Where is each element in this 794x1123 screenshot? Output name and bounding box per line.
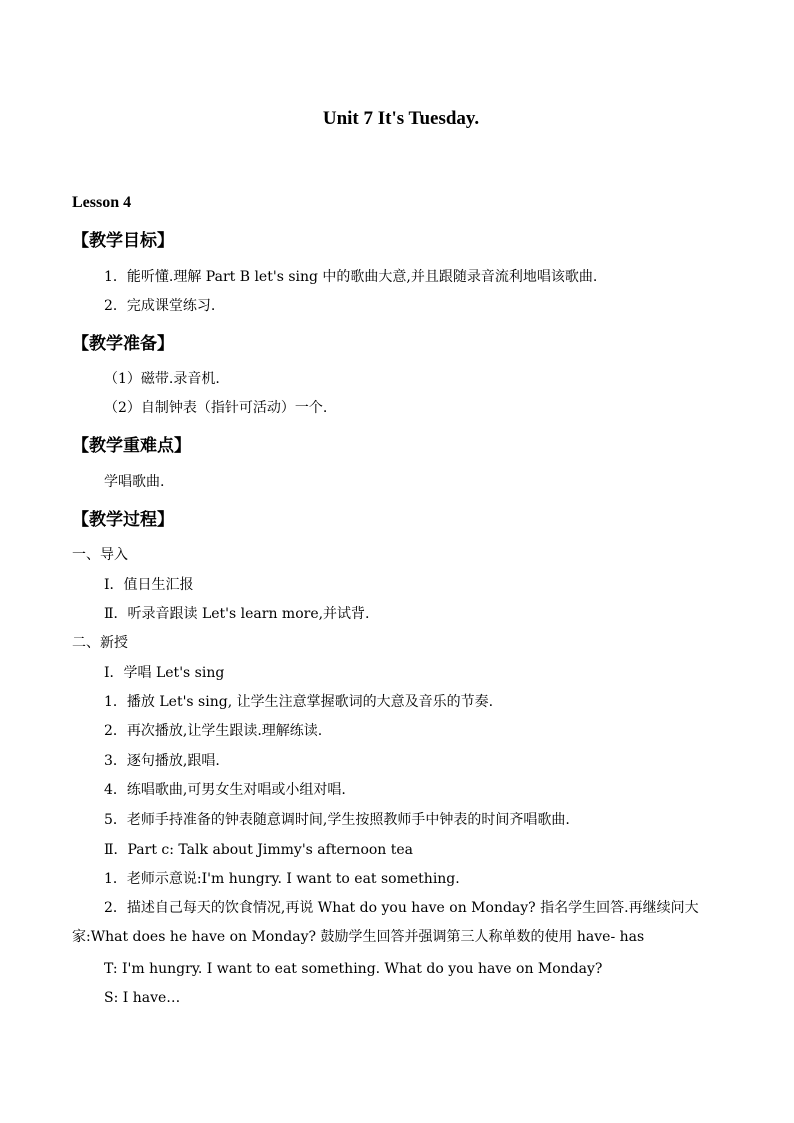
dialog-line: S: I have… <box>104 990 181 1006</box>
keypoint-item: 学唱歌曲. <box>104 474 165 490</box>
new-item: 1．播放 Let's sing, 让学生注意掌握歌词的大意及音乐的节奏. <box>104 694 494 710</box>
dialog-line: T: I'm hungry. I want to eat something. What do you have on Monday? <box>104 961 603 977</box>
section-heading-keypoints: 【教学重难点】 <box>72 436 191 456</box>
goal-item: 2．完成课堂练习. <box>104 298 216 314</box>
new-item: 4．练唱歌曲,可男女生对唱或小组对唱. <box>104 782 346 798</box>
part-title-new: 二、新授 <box>72 635 128 651</box>
new-item: Ⅱ．Part c: Talk about Jimmy's afternoon tea <box>104 842 414 858</box>
prep-item: （2）自制钟表（指针可活动）一个. <box>104 400 328 416</box>
section-heading-goals: 【教学目标】 <box>72 231 174 251</box>
section-heading-process: 【教学过程】 <box>72 510 174 530</box>
new-paragraph: 2．描述自己每天的饮食情况,再说 What do you have on Monday? 指名学生回答.再继续问大家:What does he have on Monday? 鼓励学生回答并强调第三人称单数的使用 have- has <box>72 900 699 945</box>
new-item: 5．老师手持准备的钟表随意调时间,学生按照教师手中钟表的时间齐唱歌曲. <box>104 812 570 828</box>
prep-item: （1）磁带.录音机. <box>104 371 220 387</box>
intro-item: Ⅰ．值日生汇报 <box>104 577 194 593</box>
new-item: 1．老师示意说:I'm hungry. I want to eat something. <box>104 871 460 887</box>
goal-item: 1．能听懂.理解 Part B let's sing 中的歌曲大意,并且跟随录音流利地唱该歌曲. <box>104 269 598 285</box>
section-heading-prep: 【教学准备】 <box>72 334 174 354</box>
new-item: Ⅰ．学唱 Let's sing <box>104 665 225 681</box>
document-title: Unit 7 It's Tuesday. <box>322 108 480 129</box>
lesson-label: Lesson 4 <box>72 194 132 211</box>
intro-item: Ⅱ．听录音跟读 Let's learn more,并试背. <box>104 606 370 622</box>
new-item: 3．逐句播放,跟唱. <box>104 753 220 769</box>
new-item: 2．再次播放,让学生跟读.理解练读. <box>104 723 323 739</box>
part-title-intro: 一、导入 <box>72 547 128 563</box>
